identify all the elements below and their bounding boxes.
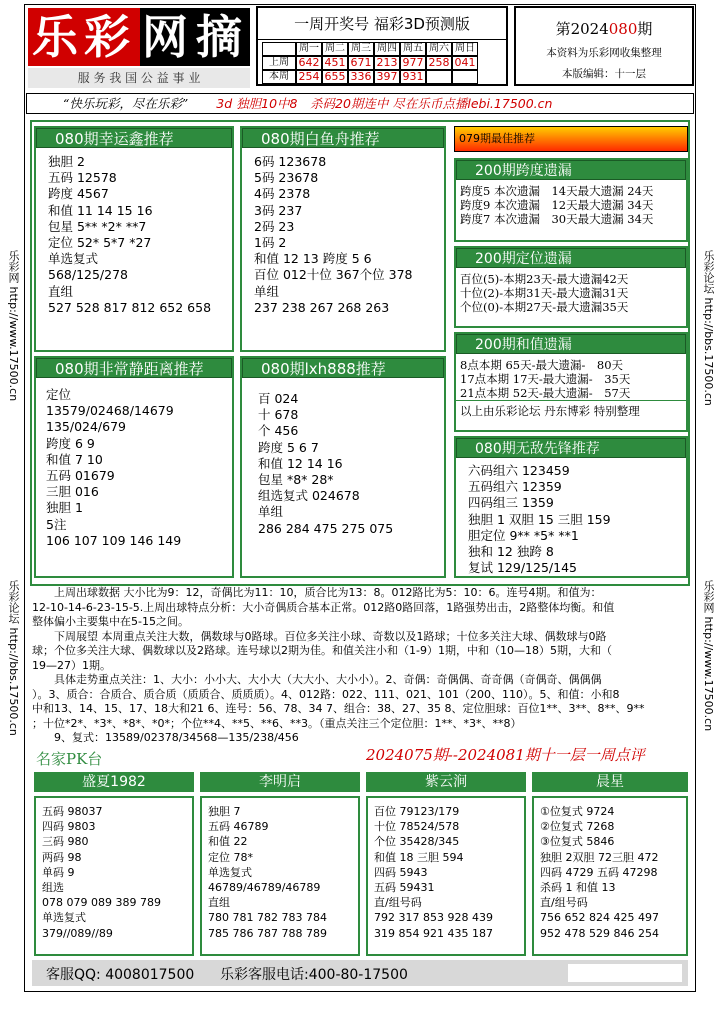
text-line: 237 238 267 268 263 bbox=[254, 299, 390, 315]
text-line: 三码 980 bbox=[42, 835, 89, 849]
text-line: 跨度7 本次遗漏 30天最大遗漏 34天 bbox=[460, 212, 654, 226]
text-line: 个 456 bbox=[258, 423, 299, 439]
text-line: 3码 237 bbox=[254, 202, 303, 218]
editor-note: 本版编辑：十一层 bbox=[562, 68, 646, 80]
box-title: 200期跨度遗漏 bbox=[456, 160, 686, 180]
text-line: 组选复式 024678 bbox=[258, 488, 360, 504]
text-line: 杀码 1 和值 13 bbox=[540, 881, 616, 895]
text-line: 2码 23 bbox=[254, 218, 295, 234]
text-line: 上周出球数据 大小比为9：12，奇偶比为11：10，质合比为13：8。012路比为5：10：6。连号4期。和值为： bbox=[32, 586, 602, 599]
text-line: 复试 129/125/145 bbox=[468, 560, 577, 576]
side-left-bottom[interactable]: 乐彩论坛 http://bbs.17500.cn bbox=[7, 580, 20, 736]
draw-number: 213 bbox=[374, 56, 400, 70]
text-line: 跨度9 本次遗漏 12天最大遗漏 34天 bbox=[460, 198, 654, 212]
text-line: 跨度5 本次遗漏 14天最大遗漏 24天 bbox=[460, 184, 654, 198]
text-line: 百 024 bbox=[258, 391, 299, 406]
text-line: 五码 59431 bbox=[374, 881, 435, 895]
news-ticker[interactable]: 3d 独胆10中8 杀码20期连中 尽在乐币点播lebi.17500.cn bbox=[216, 96, 553, 111]
text-line: 单组 bbox=[258, 504, 284, 520]
text-line: 独胆 2双胆 72三胆 472 bbox=[540, 850, 659, 864]
box-wudi bbox=[454, 436, 688, 578]
draw-number bbox=[426, 70, 452, 84]
text-line: ①位复式 9724 bbox=[540, 805, 615, 818]
box-lxh888 bbox=[240, 356, 446, 578]
side-left-top[interactable]: 乐彩网 http://www.17500.cn bbox=[7, 250, 20, 402]
analysis-text bbox=[32, 586, 688, 746]
text-line: 和值 12 14 16 bbox=[258, 455, 343, 471]
text-line: 四码 5943 bbox=[374, 865, 428, 879]
footer-blank-box bbox=[568, 964, 682, 982]
text-line: 五码 98037 bbox=[42, 805, 103, 818]
text-line: 46789/46789/46789 bbox=[208, 881, 321, 895]
text-line: 和值 18 三胆 594 bbox=[374, 850, 464, 864]
text-line: 跨度 6 9 bbox=[46, 435, 95, 451]
box-content bbox=[36, 148, 232, 316]
expert-name: 盛夏1982 bbox=[34, 772, 194, 792]
sum-footer: 以上由乐彩论坛 丹东博彩 特别整理 bbox=[456, 400, 686, 419]
best-bar bbox=[454, 126, 688, 152]
box-content bbox=[456, 268, 686, 314]
footer-bar bbox=[32, 960, 688, 986]
header-panel bbox=[256, 6, 508, 86]
best-title: 079期最佳推荐 bbox=[459, 132, 535, 145]
box-title: 080期无敌先锋推荐 bbox=[456, 438, 686, 458]
text-line: 527 528 817 812 652 658 bbox=[48, 299, 212, 315]
box-content bbox=[36, 378, 232, 549]
text-line: 1码 2 bbox=[254, 235, 287, 251]
row-label bbox=[262, 42, 296, 56]
text-line: 19—27）1期。 bbox=[32, 658, 111, 672]
expert-name: 紫云涧 bbox=[366, 772, 526, 792]
header-title: 一周开奖号 福彩3D预测版 bbox=[258, 8, 506, 40]
box-title: 200期定位遗漏 bbox=[456, 248, 686, 268]
box-title: 080期非常静距离推荐 bbox=[36, 358, 232, 378]
text-line: 包星 *8* 28* bbox=[258, 472, 334, 488]
text-line: 17点本期 17天-最大遗漏- 35天 bbox=[460, 372, 631, 386]
text-line: ）。3、质合：合质合、质合质（质质合、质质质）。4、012路：022、111、021、101（200、110）。5、和值：小和8 bbox=[32, 687, 620, 701]
text-line: 跨度 5 6 7 bbox=[258, 439, 319, 455]
text-line: 百位 012十位 367个位 378 bbox=[254, 267, 413, 283]
text-line: 跨度 4567 bbox=[48, 186, 109, 202]
text-line: 直组 bbox=[208, 896, 230, 910]
box-title: 080期幸运鑫推荐 bbox=[36, 128, 232, 148]
text-line: 两码 98 bbox=[42, 850, 82, 864]
text-line: 21点本期 52天-最大遗漏- 57天 bbox=[460, 386, 631, 400]
draw-number: 336 bbox=[348, 70, 374, 84]
issue-suffix: 期 bbox=[637, 20, 653, 38]
issue-panel bbox=[514, 6, 694, 86]
text-line: 独胆 7 bbox=[208, 805, 241, 818]
text-line: 9、复式：13589/02378/34568—135/238/456 bbox=[32, 731, 299, 744]
box-title: 200期和值遗漏 bbox=[456, 334, 686, 354]
text-line: 4码 2378 bbox=[254, 186, 311, 202]
text-line: 五码 46789 bbox=[208, 820, 269, 834]
box-title: 080期lxh888推荐 bbox=[242, 358, 444, 378]
text-line: 五码 12578 bbox=[48, 170, 117, 186]
day-header: 周四 bbox=[374, 42, 400, 56]
row-label: 本周 bbox=[262, 70, 296, 84]
text-line: 组选 bbox=[42, 881, 64, 895]
logo-char-wang: 网 bbox=[142, 10, 188, 64]
text-line: 百位 79123/179 bbox=[374, 805, 460, 818]
box-content bbox=[242, 148, 444, 316]
text-line: 独胆 2 bbox=[48, 154, 85, 169]
expert-box bbox=[34, 796, 194, 956]
issue-prefix: 第2024 bbox=[555, 20, 609, 38]
draw-number: 254 bbox=[296, 70, 322, 84]
text-line: 568/125/278 bbox=[48, 267, 128, 283]
text-line: 756 652 824 425 497 bbox=[540, 911, 659, 925]
text-line: 直/组号码 bbox=[374, 896, 422, 910]
expert-box bbox=[532, 796, 688, 956]
box-span-miss bbox=[454, 158, 688, 242]
text-line: 六码组六 123459 bbox=[468, 463, 570, 478]
logo-slogan: 服 务 我 国 公 益 事 业 bbox=[28, 68, 250, 88]
text-line: 单组 bbox=[254, 283, 280, 299]
draw-number: 258 bbox=[426, 56, 452, 70]
text-line: 直组 bbox=[48, 283, 74, 299]
text-line: 独胆 1 bbox=[46, 500, 83, 516]
box-baiyu bbox=[240, 126, 446, 352]
service-phone[interactable]: 乐彩客服电话:400-80-17500 bbox=[220, 967, 408, 983]
text-line: 8点本期 65天-最大遗漏- 80天 bbox=[460, 358, 624, 372]
text-line: 319 854 921 435 187 bbox=[374, 926, 493, 940]
text-line: 定位 52* 5*7 *27 bbox=[48, 235, 152, 251]
source-note: 本资料为乐彩网收集整理 bbox=[546, 47, 662, 59]
draw-number: 397 bbox=[374, 70, 400, 84]
text-line: 十位(2)-本期31天-最大遗漏31天 bbox=[460, 286, 629, 300]
text-line: 单选复式 bbox=[42, 911, 86, 925]
text-line: 106 107 109 146 149 bbox=[46, 532, 182, 548]
day-header: 周三 bbox=[348, 42, 374, 56]
day-header: 周日 bbox=[452, 42, 478, 56]
text-line: 和值 11 14 15 16 bbox=[48, 202, 153, 218]
box-content bbox=[456, 354, 686, 400]
expert-box bbox=[200, 796, 360, 956]
text-line: 个位(0)-本期27天-最大遗漏35天 bbox=[460, 300, 629, 314]
text-line: 百位(5)-本期23天-最大遗漏42天 bbox=[460, 272, 629, 286]
day-header: 周六 bbox=[426, 42, 452, 56]
day-header: 周一 bbox=[296, 42, 322, 56]
text-line: 6码 123678 bbox=[254, 154, 327, 169]
text-line: 785 786 787 788 789 bbox=[208, 926, 327, 940]
text-line: 下周展望 本周重点关注大数，偶数球与0路球。百位多关注小球、奇数以及1路球；十位多关注大球、偶数球与0路 bbox=[32, 629, 607, 643]
text-line: 胆定位 9** *5* **1 bbox=[468, 527, 579, 543]
logo-char-le: 乐 bbox=[32, 10, 78, 64]
expert-name: 晨星 bbox=[532, 772, 688, 792]
text-line: 球；个位多关注大球、偶数球以及2路球。连号球以2期为佳。和值关注小和（1-9）1期，中和（10—18）5期，大和（ bbox=[32, 644, 612, 657]
side-right-bottom[interactable]: 乐彩网 http://www.17500.cn bbox=[702, 580, 715, 732]
box-content bbox=[456, 458, 686, 576]
draw-number: 671 bbox=[348, 56, 374, 70]
text-line: 和值 7 10 bbox=[46, 451, 103, 467]
text-line: 5注 bbox=[46, 516, 67, 532]
text-line: 三胆 016 bbox=[46, 484, 99, 500]
banner bbox=[26, 93, 694, 114]
text-line: 379//089//89 bbox=[42, 926, 113, 940]
box-title: 080期白鱼舟推荐 bbox=[242, 128, 444, 148]
text-line: 五码 01679 bbox=[46, 468, 115, 484]
text-line: ③位复式 5846 bbox=[540, 835, 615, 849]
text-line: 286 284 475 275 075 bbox=[258, 520, 394, 536]
text-line: 单码 9 bbox=[42, 865, 75, 879]
draw-number bbox=[452, 70, 478, 84]
text-line: 078 079 089 389 789 bbox=[42, 896, 161, 910]
text-line: 780 781 782 783 784 bbox=[208, 911, 327, 925]
draw-number: 931 bbox=[400, 70, 426, 84]
text-line: 独和 12 独跨 8 bbox=[468, 544, 554, 560]
text-line: 13579/02468/14679 bbox=[46, 403, 174, 419]
text-line: 和值 22 bbox=[208, 835, 248, 849]
logo-char-zhai: 摘 bbox=[196, 10, 242, 64]
text-line: 个位 35428/345 bbox=[374, 835, 460, 849]
text-line: 整体偏小主要集中在5-15之间。 bbox=[32, 615, 189, 628]
text-line: 单选复式 bbox=[208, 865, 252, 879]
box-content bbox=[456, 180, 686, 226]
box-content bbox=[242, 378, 444, 537]
text-line: 5码 23678 bbox=[254, 170, 319, 186]
logo-char-cai: 彩 bbox=[84, 10, 130, 64]
row-label: 上周 bbox=[262, 56, 296, 70]
text-line: 包星 5** *2* **7 bbox=[48, 218, 147, 234]
pk-label: 名家PK台 bbox=[36, 750, 103, 768]
box-sum-miss bbox=[454, 332, 688, 432]
box-lucky-xin bbox=[34, 126, 234, 352]
text-line: 十 678 bbox=[258, 407, 299, 423]
text-line: 具体走势重点关注：1、大小：小小大、大小大（大大小、大小小）。2、奇偶：奇偶偶、奇奇偶（奇偶奇、偶偶偶 bbox=[32, 673, 602, 686]
expert-box bbox=[366, 796, 526, 956]
expert-name: 李明启 bbox=[200, 772, 360, 792]
text-line: 四码 4729 五码 47298 bbox=[540, 865, 658, 879]
text-line: 四码组三 1359 bbox=[468, 495, 554, 511]
service-qq[interactable]: 客服QQ: 4008017500 bbox=[46, 967, 195, 983]
draw-number: 977 bbox=[400, 56, 426, 70]
box-pos-miss bbox=[454, 246, 688, 328]
day-header: 周二 bbox=[322, 42, 348, 56]
weekly-review: 2024075期--2024081期十一层一周点评 bbox=[366, 746, 645, 764]
box-jingjuli bbox=[34, 356, 234, 578]
text-line: 135/024/679 bbox=[46, 419, 126, 435]
text-line: 独胆 1 双胆 15 三胆 159 bbox=[468, 511, 611, 527]
text-line: 952 478 529 846 254 bbox=[540, 926, 659, 940]
text-line: 12-10-14-6-23-15-5.上周出球特点分析：大小奇偶质合基本正常。012路0路回落，1路强势出击，2路整体均衡。和值 bbox=[32, 600, 615, 614]
text-line: 定位 bbox=[46, 387, 72, 402]
text-line: 和值 12 13 跨度 5 6 bbox=[254, 251, 372, 267]
text-line: ；十位*2*、*3*、*8*、*0*；个位**4、**5、**6、**3。（重点关注三个定位胆：1**、*3*、**8） bbox=[32, 716, 522, 730]
text-line: 单选复式 bbox=[48, 251, 99, 267]
side-right-top[interactable]: 乐彩论坛 http://bbs.17500.cn bbox=[702, 250, 715, 406]
day-header: 周五 bbox=[400, 42, 426, 56]
draw-number: 642 bbox=[296, 56, 322, 70]
draw-number: 655 bbox=[322, 70, 348, 84]
issue-number: 080 bbox=[608, 20, 638, 38]
draw-number: 451 bbox=[322, 56, 348, 70]
text-line: 定位 78* bbox=[208, 850, 253, 864]
text-line: ②位复式 7268 bbox=[540, 820, 615, 834]
logo bbox=[26, 6, 252, 90]
draw-number: 041 bbox=[452, 56, 478, 70]
text-line: 四码 9803 bbox=[42, 820, 96, 834]
text-line: 五码组六 12359 bbox=[468, 479, 562, 495]
motto: “快乐玩彩，尽在乐彩” bbox=[63, 96, 189, 111]
text-line: 中和13、14、15、17、18大和21 6、连号：56、78、34 7、组合：38、27、35 8、定位胆球：百位1**、3**、8**、9** bbox=[32, 702, 645, 715]
text-line: 792 317 853 928 439 bbox=[374, 911, 493, 925]
text-line: 十位 78524/578 bbox=[374, 820, 460, 834]
text-line: 直/组号码 bbox=[540, 896, 588, 910]
